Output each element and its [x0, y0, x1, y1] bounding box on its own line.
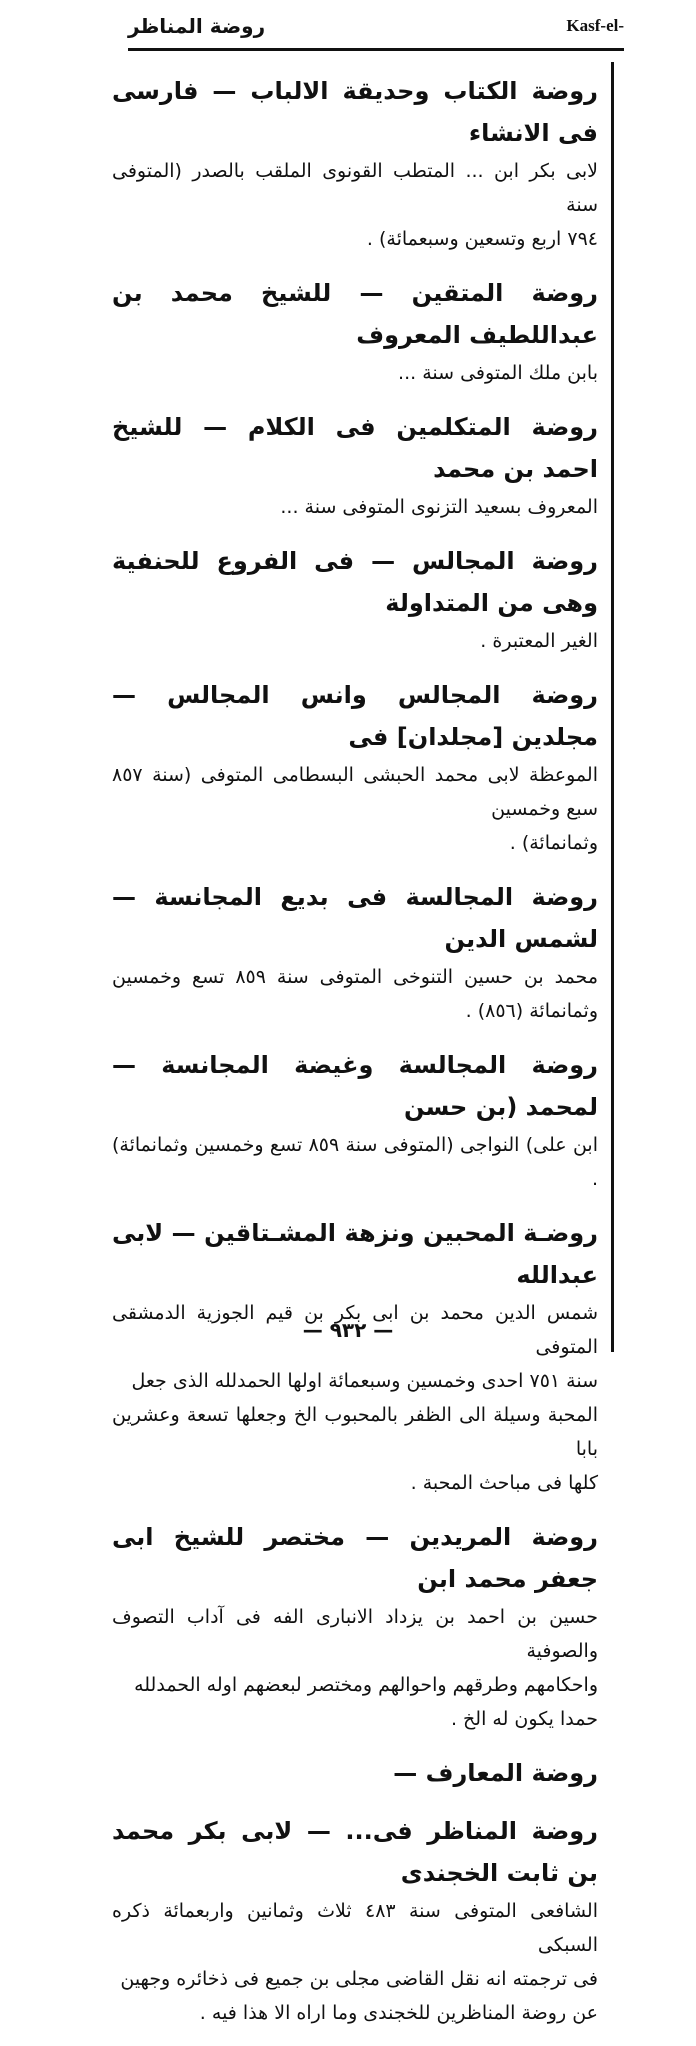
- entry: [112, 1810, 598, 2030]
- entry-text-line: الموعظة لابى محمد الحبشى البسطامى المتوفى (سنة ٨٥٧ سبع وخمسين: [112, 764, 598, 820]
- entry-text-line: ابن على) النواجى (المتوفى سنة ٨٥٩ تسع وخمسين وثمانمائة) .: [112, 1134, 598, 1190]
- entry-title: روضة المريدين — مختصر للشيخ ابى جعفر محمد ابن: [112, 1523, 598, 1593]
- entry-text-line: المحبة وسيلة الى الظفر بالمحبوب الخ وجعلها تسعة وعشرين بابا: [112, 1404, 598, 1460]
- entry-text-line: فى ترجمته انه نقل القاضى مجلى بن جميع فى ذخائره وجهين: [120, 1968, 598, 1990]
- entry: [112, 1044, 598, 1196]
- entry-title: روضة المجالسة وغيضة المجانسة — لمحمد (بن حسن: [112, 1051, 598, 1121]
- entry-text-line: وثمانمائة) .: [509, 832, 598, 854]
- entry: [112, 1212, 598, 1500]
- entry: [112, 70, 598, 256]
- entry-title: روضة المناظر فى... — لابى بكر محمد بن ثابت الخجندى: [112, 1817, 598, 1887]
- entry-title: روضة المعارف —: [393, 1759, 598, 1787]
- entry-text-line: حسين بن احمد بن يزداد الانبارى الفه فى آداب التصوف والصوفية: [112, 1606, 598, 1662]
- entry-title: روضة المجالس — فى الفروع للحنفية وهى من المتداولة: [112, 547, 598, 617]
- entry-text-line: الغير المعتبرة .: [480, 630, 598, 652]
- entry: [112, 1516, 598, 1736]
- entry-title: روضة المتقين — للشيخ محمد بن عبداللطيف المعروف: [112, 279, 598, 349]
- entry-text-line: سنة ٧٥١ احدى وخمسين وسبعمائة اولها الحمدلله الذى جعل: [131, 1370, 598, 1392]
- entry: [112, 272, 598, 390]
- header-title-latin: Kasf-el-: [566, 16, 624, 35]
- header-rule: [128, 48, 624, 51]
- entry: [112, 406, 598, 524]
- entry: [112, 540, 598, 658]
- entry: [112, 876, 598, 1028]
- entry-text-line: شمس الدين محمد بن ابى بكر بن قيم الجوزية الدمشقى المتوفى: [112, 1302, 598, 1358]
- entry-text-line: محمد بن حسين التنوخى المتوفى سنة ٨٥٩ تسع وخمسين وثمانمائة (٨٥٦) .: [112, 966, 598, 1022]
- header-title-arabic: روضة المناظر: [128, 14, 266, 38]
- entries-list: [112, 70, 598, 2046]
- margin-rule: [611, 62, 614, 1352]
- entry-text-line: المعروف بسعيد التزنوى المتوفى سنة ...: [280, 496, 598, 518]
- running-header: [128, 12, 624, 46]
- entry-text-line: الشافعى المتوفى سنة ٤٨٣ ثلاث وثمانين واربعمائة ذكره السبكى: [112, 1900, 598, 1956]
- entry: [112, 1752, 598, 1794]
- entry-text-line: عن روضة المناظرين للخجندى وما اراه الا هذا فيه .: [199, 2002, 598, 2024]
- entry-text-line: حمدا يكون له الخ .: [450, 1708, 598, 1730]
- entry-text-line: واحكامهم وطرقهم واحوالهم ومختصر لبعضهم اوله الحمدلله: [134, 1674, 598, 1696]
- entry-title: روضة المجالس وانس المجالس — مجلدين [مجلدان] فى: [112, 681, 598, 751]
- entry-text-line: بابن ملك المتوفى سنة ...: [398, 362, 598, 384]
- entry-title: روضة الكتاب وحديقة الالباب — فارسى فى الانشاء: [112, 77, 598, 147]
- entry-text-line: لابى بكر ابن ... المتطب القونوى الملقب بالصدر (المتوفى سنة: [112, 160, 598, 216]
- entry-title: روضة المجالسة فى بديع المجانسة — لشمس الدين: [112, 883, 598, 953]
- page-number: — ٩٣٢ —: [302, 1318, 394, 1342]
- entry-title: روضة المتكلمين فى الكلام — للشيخ احمد بن محمد: [112, 413, 598, 483]
- entry: [112, 674, 598, 860]
- entry-text-line: كلها فى مباحث المحبة .: [410, 1472, 598, 1494]
- entry-title: روضـة المحبين ونزهة المشـتاقين — لابى عبدالله: [112, 1219, 598, 1289]
- entry-text-line: ٧٩٤ اربع وتسعين وسبعمائة) .: [366, 228, 598, 250]
